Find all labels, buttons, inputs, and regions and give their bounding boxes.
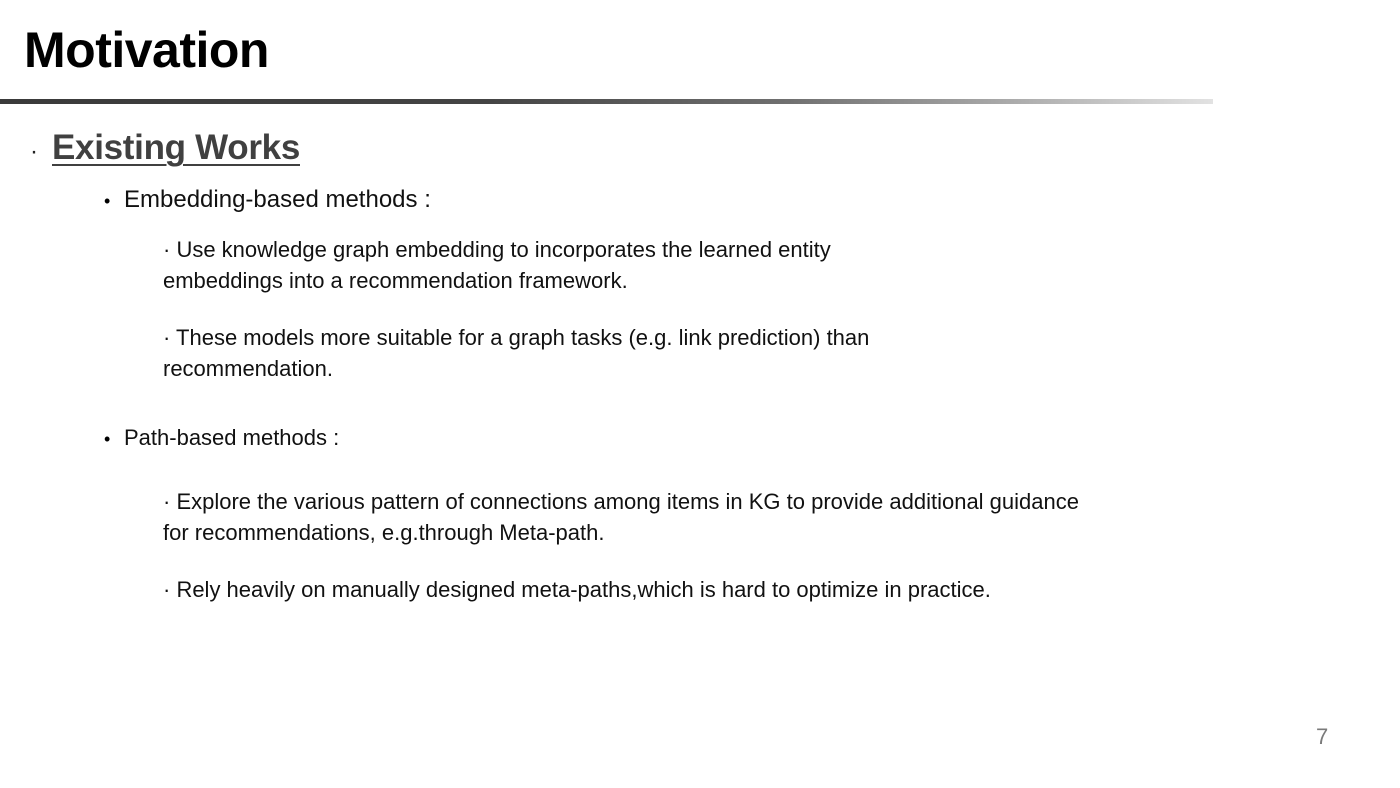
group-label: Path-based methods : [124,425,340,450]
point-embedding-1 [163,234,831,296]
slide-title: Motivation [24,22,269,78]
point-path-1 [163,486,1079,548]
group-path-based [104,425,339,451]
point-path-2 [163,574,991,605]
page-number: 7 [1316,724,1329,749]
group-label: Embedding-based methods : [124,186,431,213]
point-line: · Explore the various pattern of connections among items in KG to provide additional guidance [163,489,1079,514]
point-embedding-2 [163,322,869,384]
group-embedding-based [104,186,431,214]
point-line: embeddings into a recommendation framework. [163,268,628,293]
section-heading: Existing Works [52,128,300,167]
point-line: · Rely heavily on manually designed meta-paths,which is hard to optimize in practice. [163,577,991,602]
group-bullet-icon: • [104,429,111,449]
point-line: · These models more suitable for a graph tasks (e.g. link prediction) than [163,325,870,350]
point-line: recommendation. [163,356,333,381]
title-underline-rule [0,99,1213,104]
section-bullet-icon: · [30,138,38,165]
point-line: · Use knowledge graph embedding to incorporates the learned entity [163,237,831,262]
section-existing-works [30,128,300,168]
point-line: for recommendations, e.g.through Meta-path. [163,520,605,545]
group-bullet-icon: • [104,191,111,211]
